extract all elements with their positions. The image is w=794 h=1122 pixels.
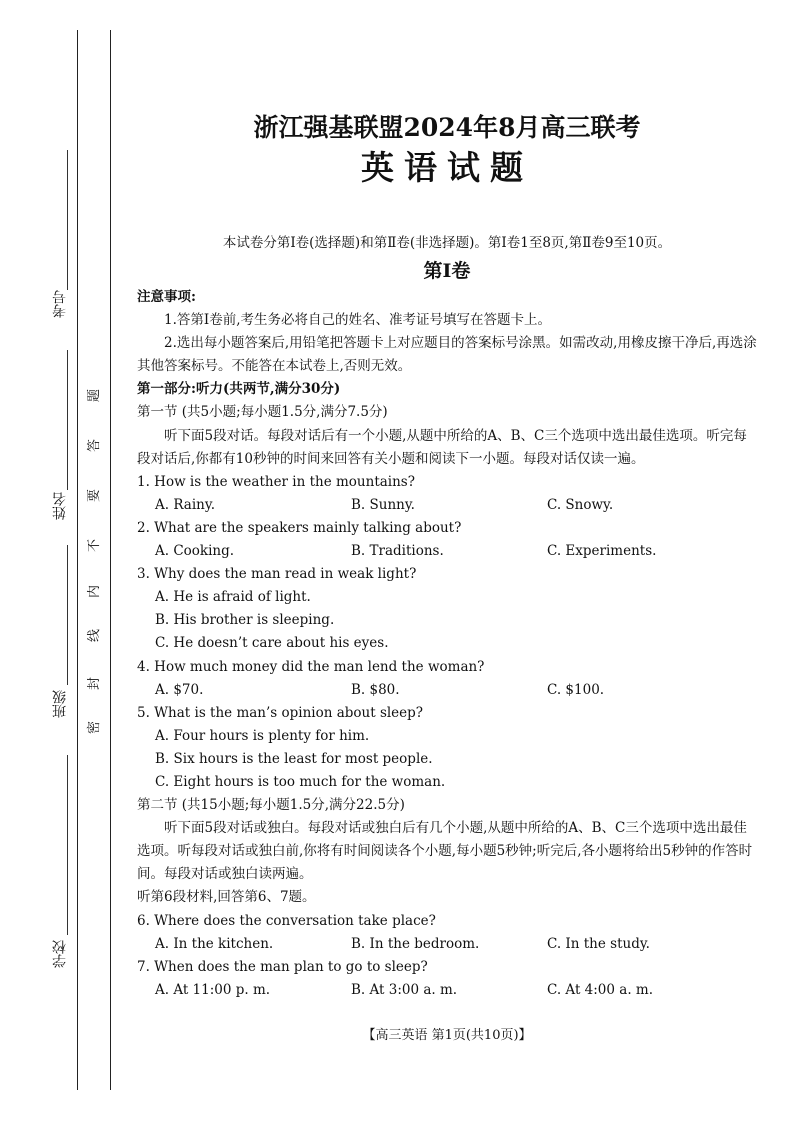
seal-char: 题: [87, 388, 103, 403]
option-a: A. Rainy.: [155, 496, 215, 513]
seal-char: 内: [87, 584, 103, 599]
option-c: C. Snowy.: [547, 496, 614, 513]
exam-number-label: 考号: [52, 290, 68, 318]
option-b: B. Six hours is the least for most people.: [155, 750, 433, 767]
options-row: [137, 679, 757, 702]
notice-heading: 注意事项:: [137, 289, 196, 305]
option-c: C. Experiments.: [547, 543, 657, 560]
seal-char: 要: [87, 488, 103, 503]
name-line: [67, 350, 68, 490]
question: [137, 656, 757, 702]
option-c: C. At 4:00 a. m.: [547, 981, 653, 998]
exam-title: 浙江强基联盟2024年8月高三联考: [253, 113, 641, 142]
binding-margin: [0, 0, 115, 1122]
exam-body: [137, 286, 757, 1002]
name-label: 姓名: [52, 492, 68, 520]
option-b: B. His brother is sleeping.: [155, 612, 335, 629]
subsection-title: 第二节 (共15小题;每小题1.5分,满分22.5分): [137, 797, 405, 814]
exam-number-line: [67, 150, 68, 290]
option-c: C. Eight hours is too much for the woman.: [155, 773, 446, 790]
option-c: C. $100.: [547, 681, 605, 698]
option-c: C. In the study.: [547, 935, 650, 952]
part-heading: 第Ⅰ卷: [423, 260, 471, 282]
subject-title: 英语试题: [361, 148, 533, 187]
question-text: 6. Where does the conversation take place?: [137, 912, 436, 929]
paper-intro: 本试卷分第Ⅰ卷(选择题)和第Ⅱ卷(非选择题)。第Ⅰ卷1至8页,第Ⅱ卷9至10页。: [222, 235, 672, 251]
question: [137, 702, 757, 794]
option-b: B. Traditions.: [351, 543, 444, 560]
seal-line: [110, 30, 111, 1090]
school-label: 学校: [52, 940, 68, 968]
question: [137, 956, 757, 1002]
options-row: [137, 933, 757, 956]
options-row: [137, 494, 757, 517]
class-label: 班级: [52, 690, 68, 718]
option-a: A. Four hours is plenty for him.: [155, 727, 370, 744]
seal-char: 不: [87, 538, 103, 553]
question-text: 1. How is the weather in the mountains?: [137, 473, 415, 490]
seal-char: 密: [87, 720, 103, 735]
page-footer: 【高三英语 第1页(共10页)】: [362, 1028, 532, 1043]
subsection-title: 第一节 (共5小题;每小题1.5分,满分7.5分): [137, 404, 388, 421]
option-b: B. Sunny.: [351, 496, 415, 513]
option-b: B. In the bedroom.: [351, 935, 480, 952]
instructions: 听下面5段对话或独白。每段对话或独白后有几个小题,从题中所给的A、B、C三个选项中选出最佳选项。听每段对话或独白前,你将有时间阅读各个小题,每小题5秒钟;听完后,各小题将给出5秒钟的作答时间。每段对话或独白读两遍。: [137, 820, 753, 883]
seal-char: 答: [87, 438, 103, 453]
instructions: 听下面5段对话。每段对话后有一个小题,从题中所给的A、B、C三个选项中选出最佳选项。听完每段对话后,你都有10秒钟的时间来回答有关小题和阅读下一小题。每段对话仅读一遍。: [137, 427, 747, 467]
question-text: 3. Why does the man read in weak light?: [137, 566, 417, 583]
question: [137, 471, 757, 517]
option-a: A. He is afraid of light.: [155, 589, 311, 606]
seal-char: 封: [87, 676, 103, 691]
option-b: B. At 3:00 a. m.: [351, 981, 458, 998]
option-a: A. In the kitchen.: [155, 935, 274, 952]
question-text: 7. When does the man plan to go to sleep?: [137, 958, 428, 975]
material-note: 听第6段材料,回答第6、7题。: [137, 889, 316, 906]
options-row: [137, 979, 757, 1002]
question: [137, 517, 757, 563]
question-text: 2. What are the speakers mainly talking about?: [137, 519, 462, 536]
class-line: [67, 545, 68, 685]
option-a: A. Cooking.: [155, 543, 235, 560]
section-title: 第一部分:听力(共两节,满分30分): [137, 381, 341, 398]
question-text: 4. How much money did the man lend the woman?: [137, 658, 485, 675]
option-a: A. At 11:00 p. m.: [155, 981, 271, 998]
option-b: B. $80.: [351, 681, 400, 698]
seal-char: 线: [87, 628, 103, 643]
notice-item: 2.选出每小题答案后,用铅笔把答题卡上对应题目的答案标号涂黑。如需改动,用橡皮擦干净后,再选涂其他答案标号。不能答在本试卷上,否则无效。: [137, 335, 757, 375]
option-a: A. $70.: [155, 681, 204, 698]
question: [137, 910, 757, 956]
school-line: [67, 755, 68, 935]
left-border-line: [77, 30, 78, 1090]
question: [137, 563, 757, 655]
notice-item: 1.答第Ⅰ卷前,考生务必将自己的姓名、准考证号填写在答题卡上。: [164, 312, 552, 329]
question-text: 5. What is the man’s opinion about sleep?: [137, 704, 424, 721]
option-c: C. He doesn’t care about his eyes.: [155, 635, 389, 652]
options-row: [137, 540, 757, 563]
